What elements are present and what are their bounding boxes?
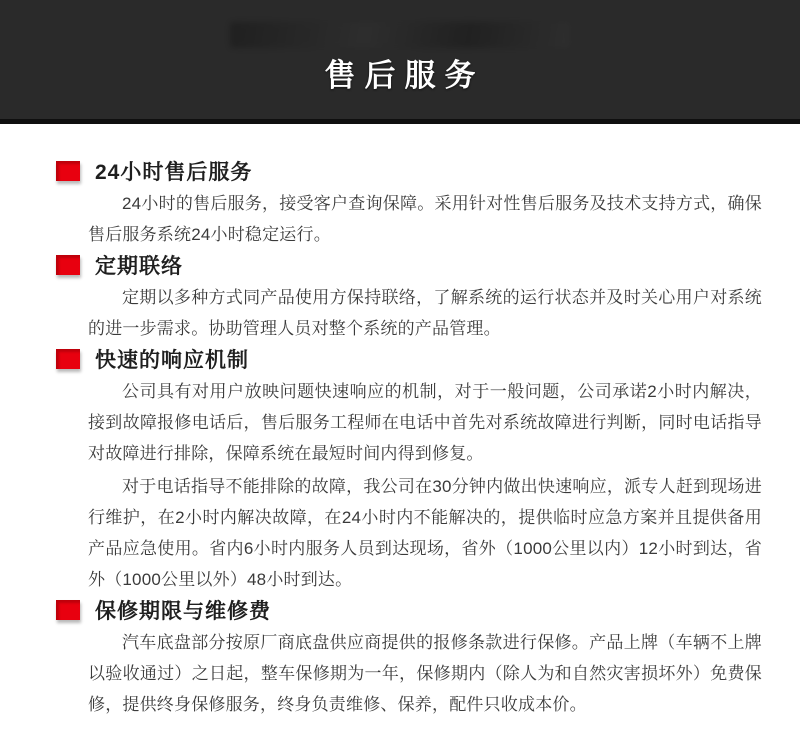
section-heading-row [56,158,762,184]
watermark-smudge [230,22,570,48]
section-paragraph: 汽车底盘部分按原厂商底盘供应商提供的报修条款进行保修。产品上牌（车辆不上牌以验收通过）之日起，整车保修期为一年，保修期内（除人为和自然灾害损坏外）免费保修，提供终身保修服务，终身负责维修、保养，配件只收成本价。 [88,633,762,714]
section-24h-after-sales [56,158,762,250]
section-heading: 定期联络 [95,255,183,278]
section-heading-row [56,597,762,623]
section-paragraph: 公司具有对用户放映问题快速响应的机制，对于一般问题，公司承诺2小时内解决，接到故障报修电话后，售后服务工程师在电话中首先对系统故障进行判断，同时电话指导对故障进行排除，保障系统在最短时间内得到修复。 [88,382,762,463]
section-paragraph: 24小时的售后服务，接受客户查询保障。采用针对性售后服务及技术支持方式，确保售后服务系统24小时稳定运行。 [88,194,762,244]
red-square-bullet-icon [56,161,80,181]
section-quick-response [56,346,762,595]
content-area [0,124,800,720]
page-header-banner [0,0,800,124]
section-warranty-and-repair-fee [56,597,762,720]
section-paragraph: 对于电话指导不能排除的故障，我公司在30分钟内做出快速响应，派专人赶到现场进行维护，在2小时内解决故障，在24小时内不能解决的，提供临时应急方案并且提供备用产品应急使用。省内6小时内服务人员到达现场，省外（1000公里以内）12小时到达，省外（1000公里以外）48小时到达。 [88,477,762,589]
section-heading: 快速的响应机制 [95,349,249,372]
section-heading-row [56,346,762,372]
section-heading-row [56,252,762,278]
red-square-bullet-icon [56,255,80,275]
red-square-bullet-icon [56,349,80,369]
section-regular-contact [56,252,762,344]
section-heading: 保修期限与维修费 [95,600,271,623]
section-paragraph: 定期以多种方式同产品使用方保持联络，了解系统的运行状态并及时关心用户对系统的进一步需求。协助管理人员对整个系统的产品管理。 [88,288,762,338]
red-square-bullet-icon [56,600,80,620]
section-heading: 24小时售后服务 [95,161,253,184]
page-title: 售后服务 [324,58,485,93]
